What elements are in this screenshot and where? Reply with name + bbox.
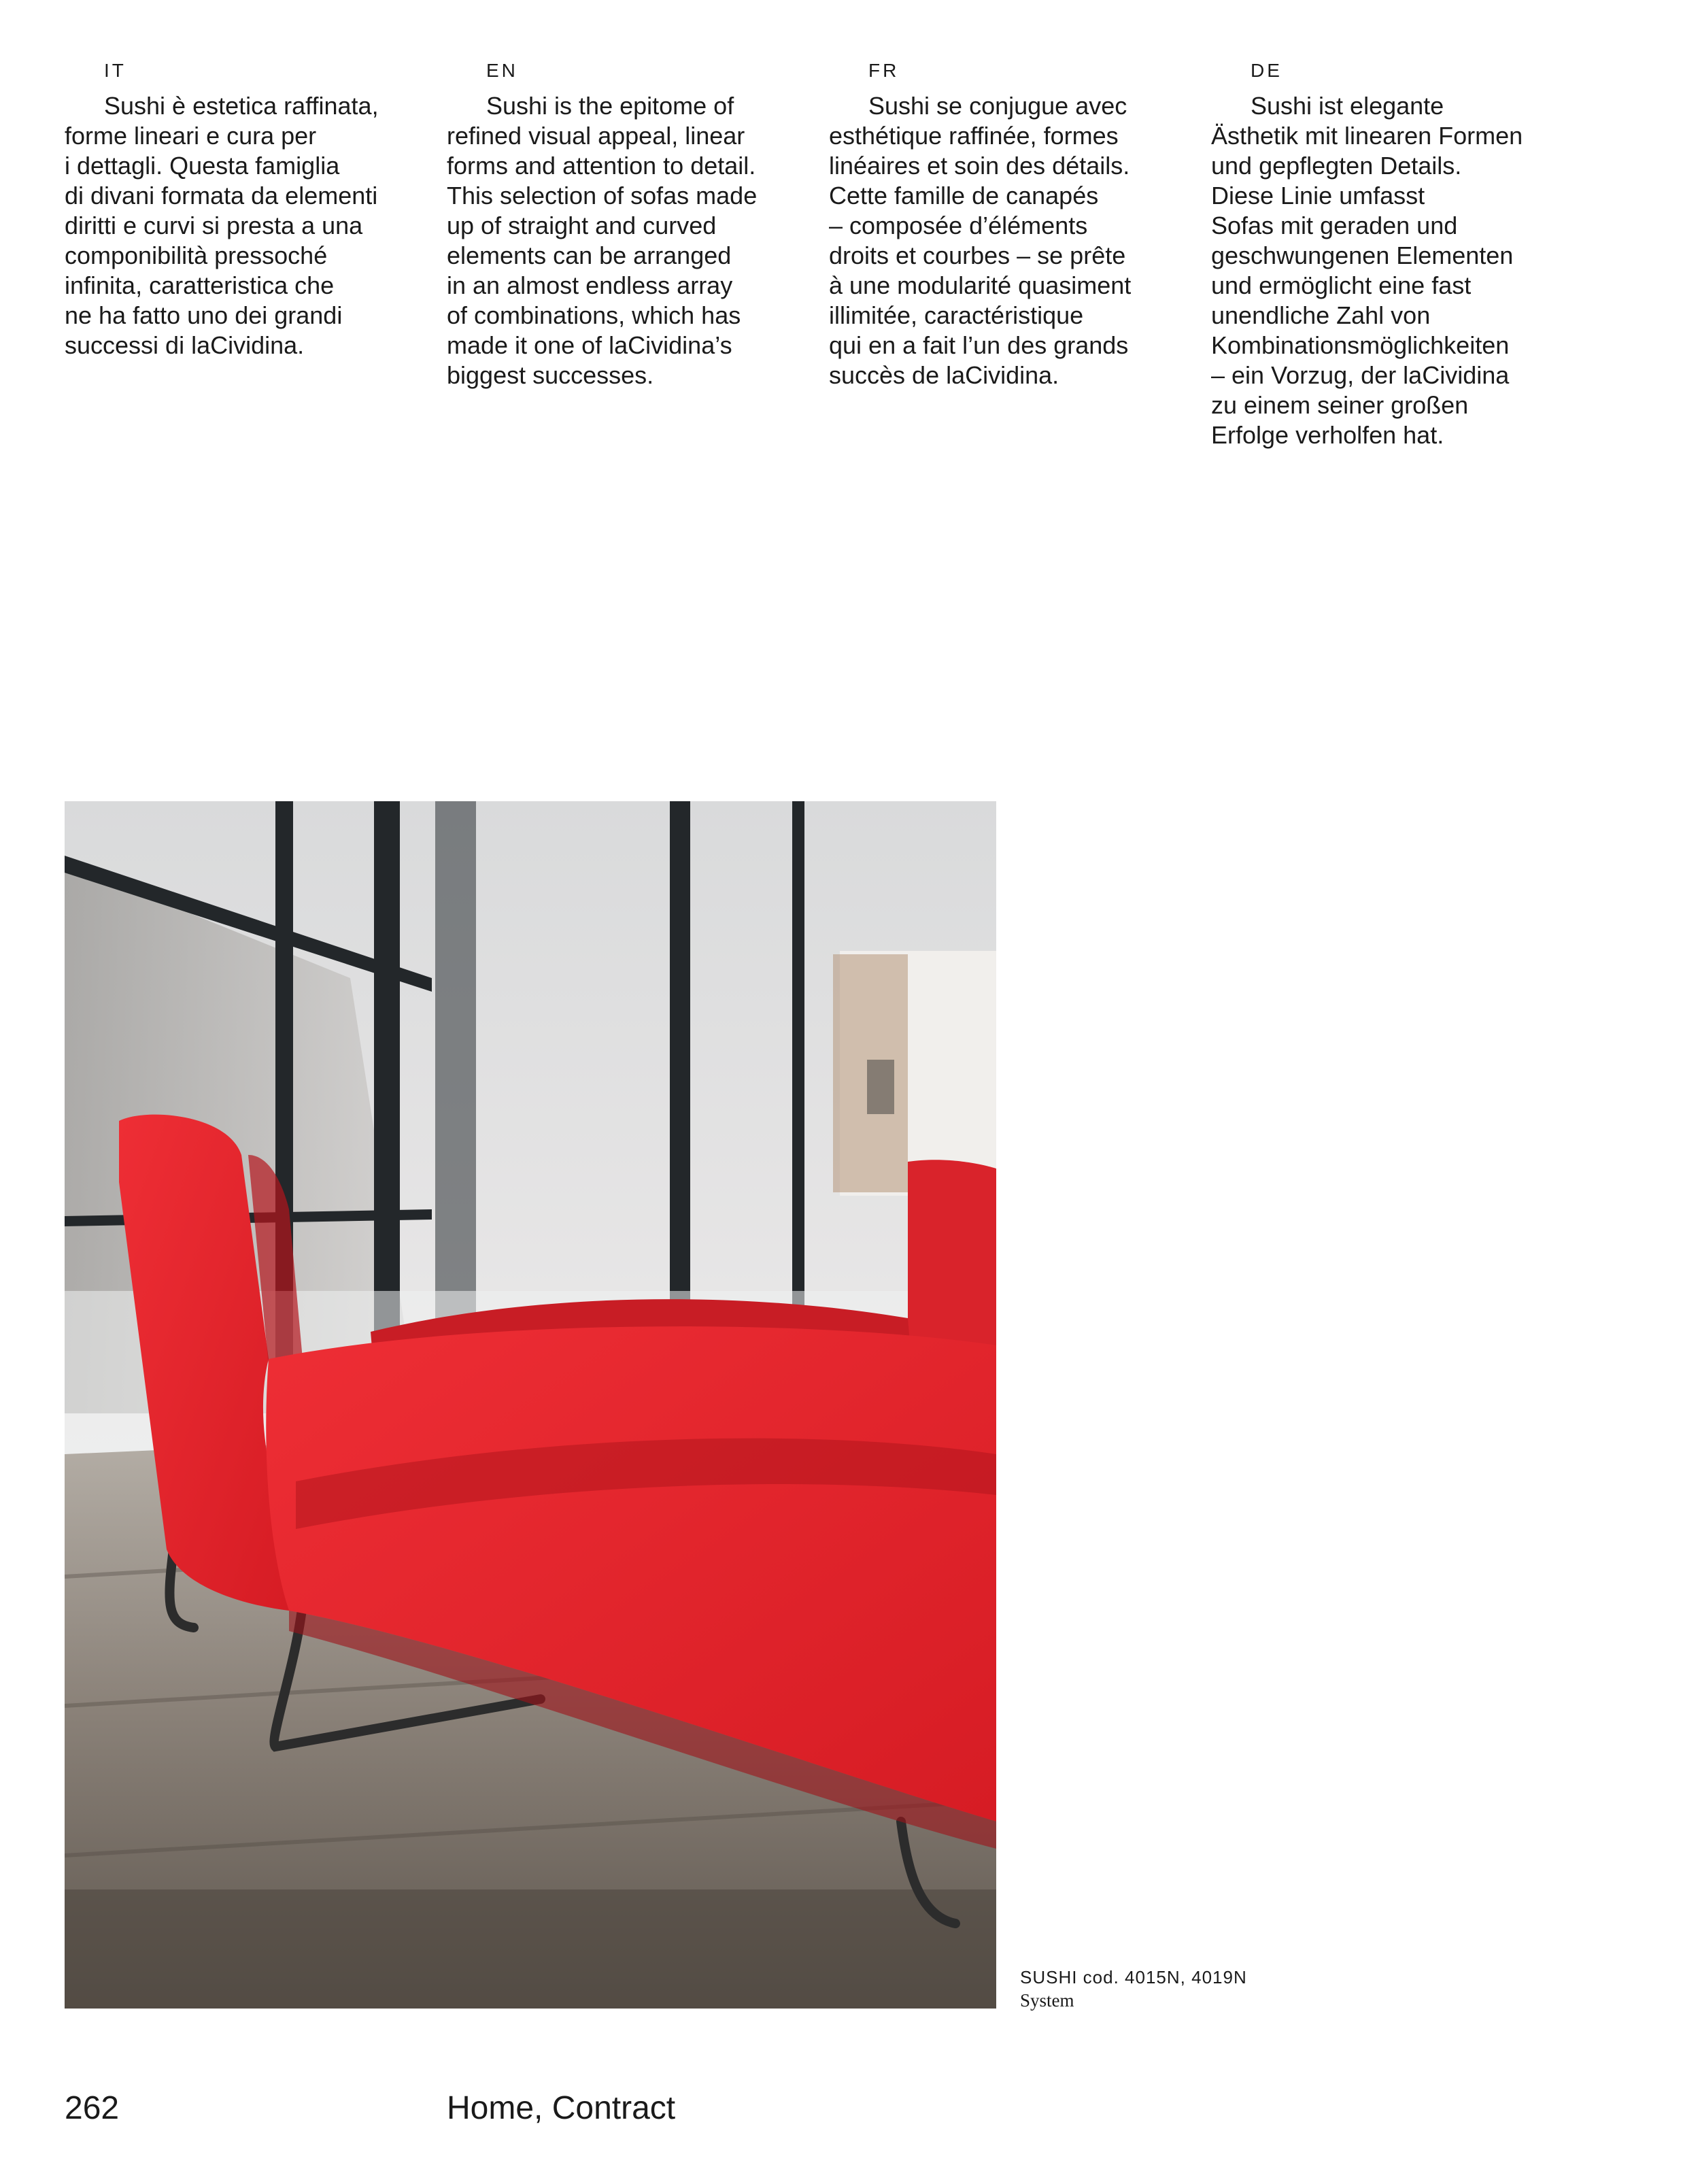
text-line: à une modularité quasiment	[829, 271, 1132, 299]
column-de	[1211, 57, 1578, 450]
text-line: di divani formata da elementi	[65, 182, 378, 209]
text-line: geschwungenen Elementen	[1211, 241, 1514, 269]
text-line: – composée d’éléments	[829, 212, 1088, 239]
text-line: diritti e curvi si presta a una	[65, 212, 363, 239]
text-line: Cette famille de canapés	[829, 182, 1099, 209]
paragraph-de	[1211, 91, 1578, 450]
text-line: made it one of laCividina’s	[447, 331, 732, 359]
text-line: Sushi è estetica raffinata,	[104, 92, 379, 120]
text-line: ne ha fatto uno dei grandi	[65, 301, 343, 329]
text-line: esthétique raffinée, formes	[829, 122, 1119, 150]
text-line: Sushi ist elegante	[1251, 92, 1444, 120]
text-line: unendliche Zahl von	[1211, 301, 1431, 329]
caption-subtitle: System	[1020, 1990, 1074, 2011]
text-line: linéaires et soin des détails.	[829, 152, 1130, 180]
text-line: Diese Linie umfasst	[1211, 182, 1425, 209]
text-line: zu einem seiner großen	[1211, 391, 1469, 419]
text-line: illimitée, caractéristique	[829, 301, 1084, 329]
text-line: refined visual appeal, linear	[447, 122, 745, 150]
paragraph-fr	[829, 91, 1196, 390]
photo-illustration	[65, 801, 996, 2009]
page-number: 262	[65, 2090, 120, 2126]
text-line: forms and attention to detail.	[447, 152, 756, 180]
text-line: componibilità pressoché	[65, 241, 328, 269]
text-line: Ästhetik mit linearen Formen	[1211, 122, 1523, 150]
text-line: i dettagli. Questa famiglia	[65, 152, 340, 180]
text-line: This selection of sofas made	[447, 182, 758, 209]
language-label: DE	[1251, 60, 1283, 81]
paragraph-it	[65, 91, 432, 360]
text-line: Sushi is the epitome of	[486, 92, 734, 120]
caption-product-code: SUSHI cod. 4015N, 4019N	[1020, 1967, 1247, 1987]
paragraph-en	[447, 91, 814, 390]
text-line: Sofas mit geraden und	[1211, 212, 1458, 239]
section-title: Home, Contract	[447, 2090, 676, 2126]
language-label: IT	[104, 60, 126, 81]
text-line: biggest successes.	[447, 361, 654, 389]
text-line: forme lineari e cura per	[65, 122, 317, 150]
text-line: droits et courbes – se prête	[829, 241, 1126, 269]
text-line: elements can be arranged	[447, 241, 732, 269]
language-label: EN	[486, 60, 518, 81]
text-line: und gepflegten Details.	[1211, 152, 1462, 180]
column-it	[65, 57, 432, 360]
text-line: Erfolge verholfen hat.	[1211, 421, 1444, 449]
text-line: in an almost endless array	[447, 271, 733, 299]
text-line: Sushi se conjugue avec	[868, 92, 1127, 120]
text-line: succès de laCividina.	[829, 361, 1059, 389]
photo-caption	[1020, 1966, 1247, 2012]
text-line: infinita, caratteristica che	[65, 271, 335, 299]
text-line: qui en a fait l’un des grands	[829, 331, 1129, 359]
text-line: successi di laCividina.	[65, 331, 305, 359]
red-sofa-photo	[65, 801, 996, 2009]
text-line: up of straight and curved	[447, 212, 717, 239]
text-line: Kombinationsmöglichkeiten	[1211, 331, 1510, 359]
language-label: FR	[868, 60, 900, 81]
text-line: – ein Vorzug, der laCividina	[1211, 361, 1510, 389]
text-line: of combinations, which has	[447, 301, 741, 329]
column-en	[447, 57, 814, 390]
text-line: und ermöglicht eine fast	[1211, 271, 1472, 299]
column-fr	[829, 57, 1196, 390]
